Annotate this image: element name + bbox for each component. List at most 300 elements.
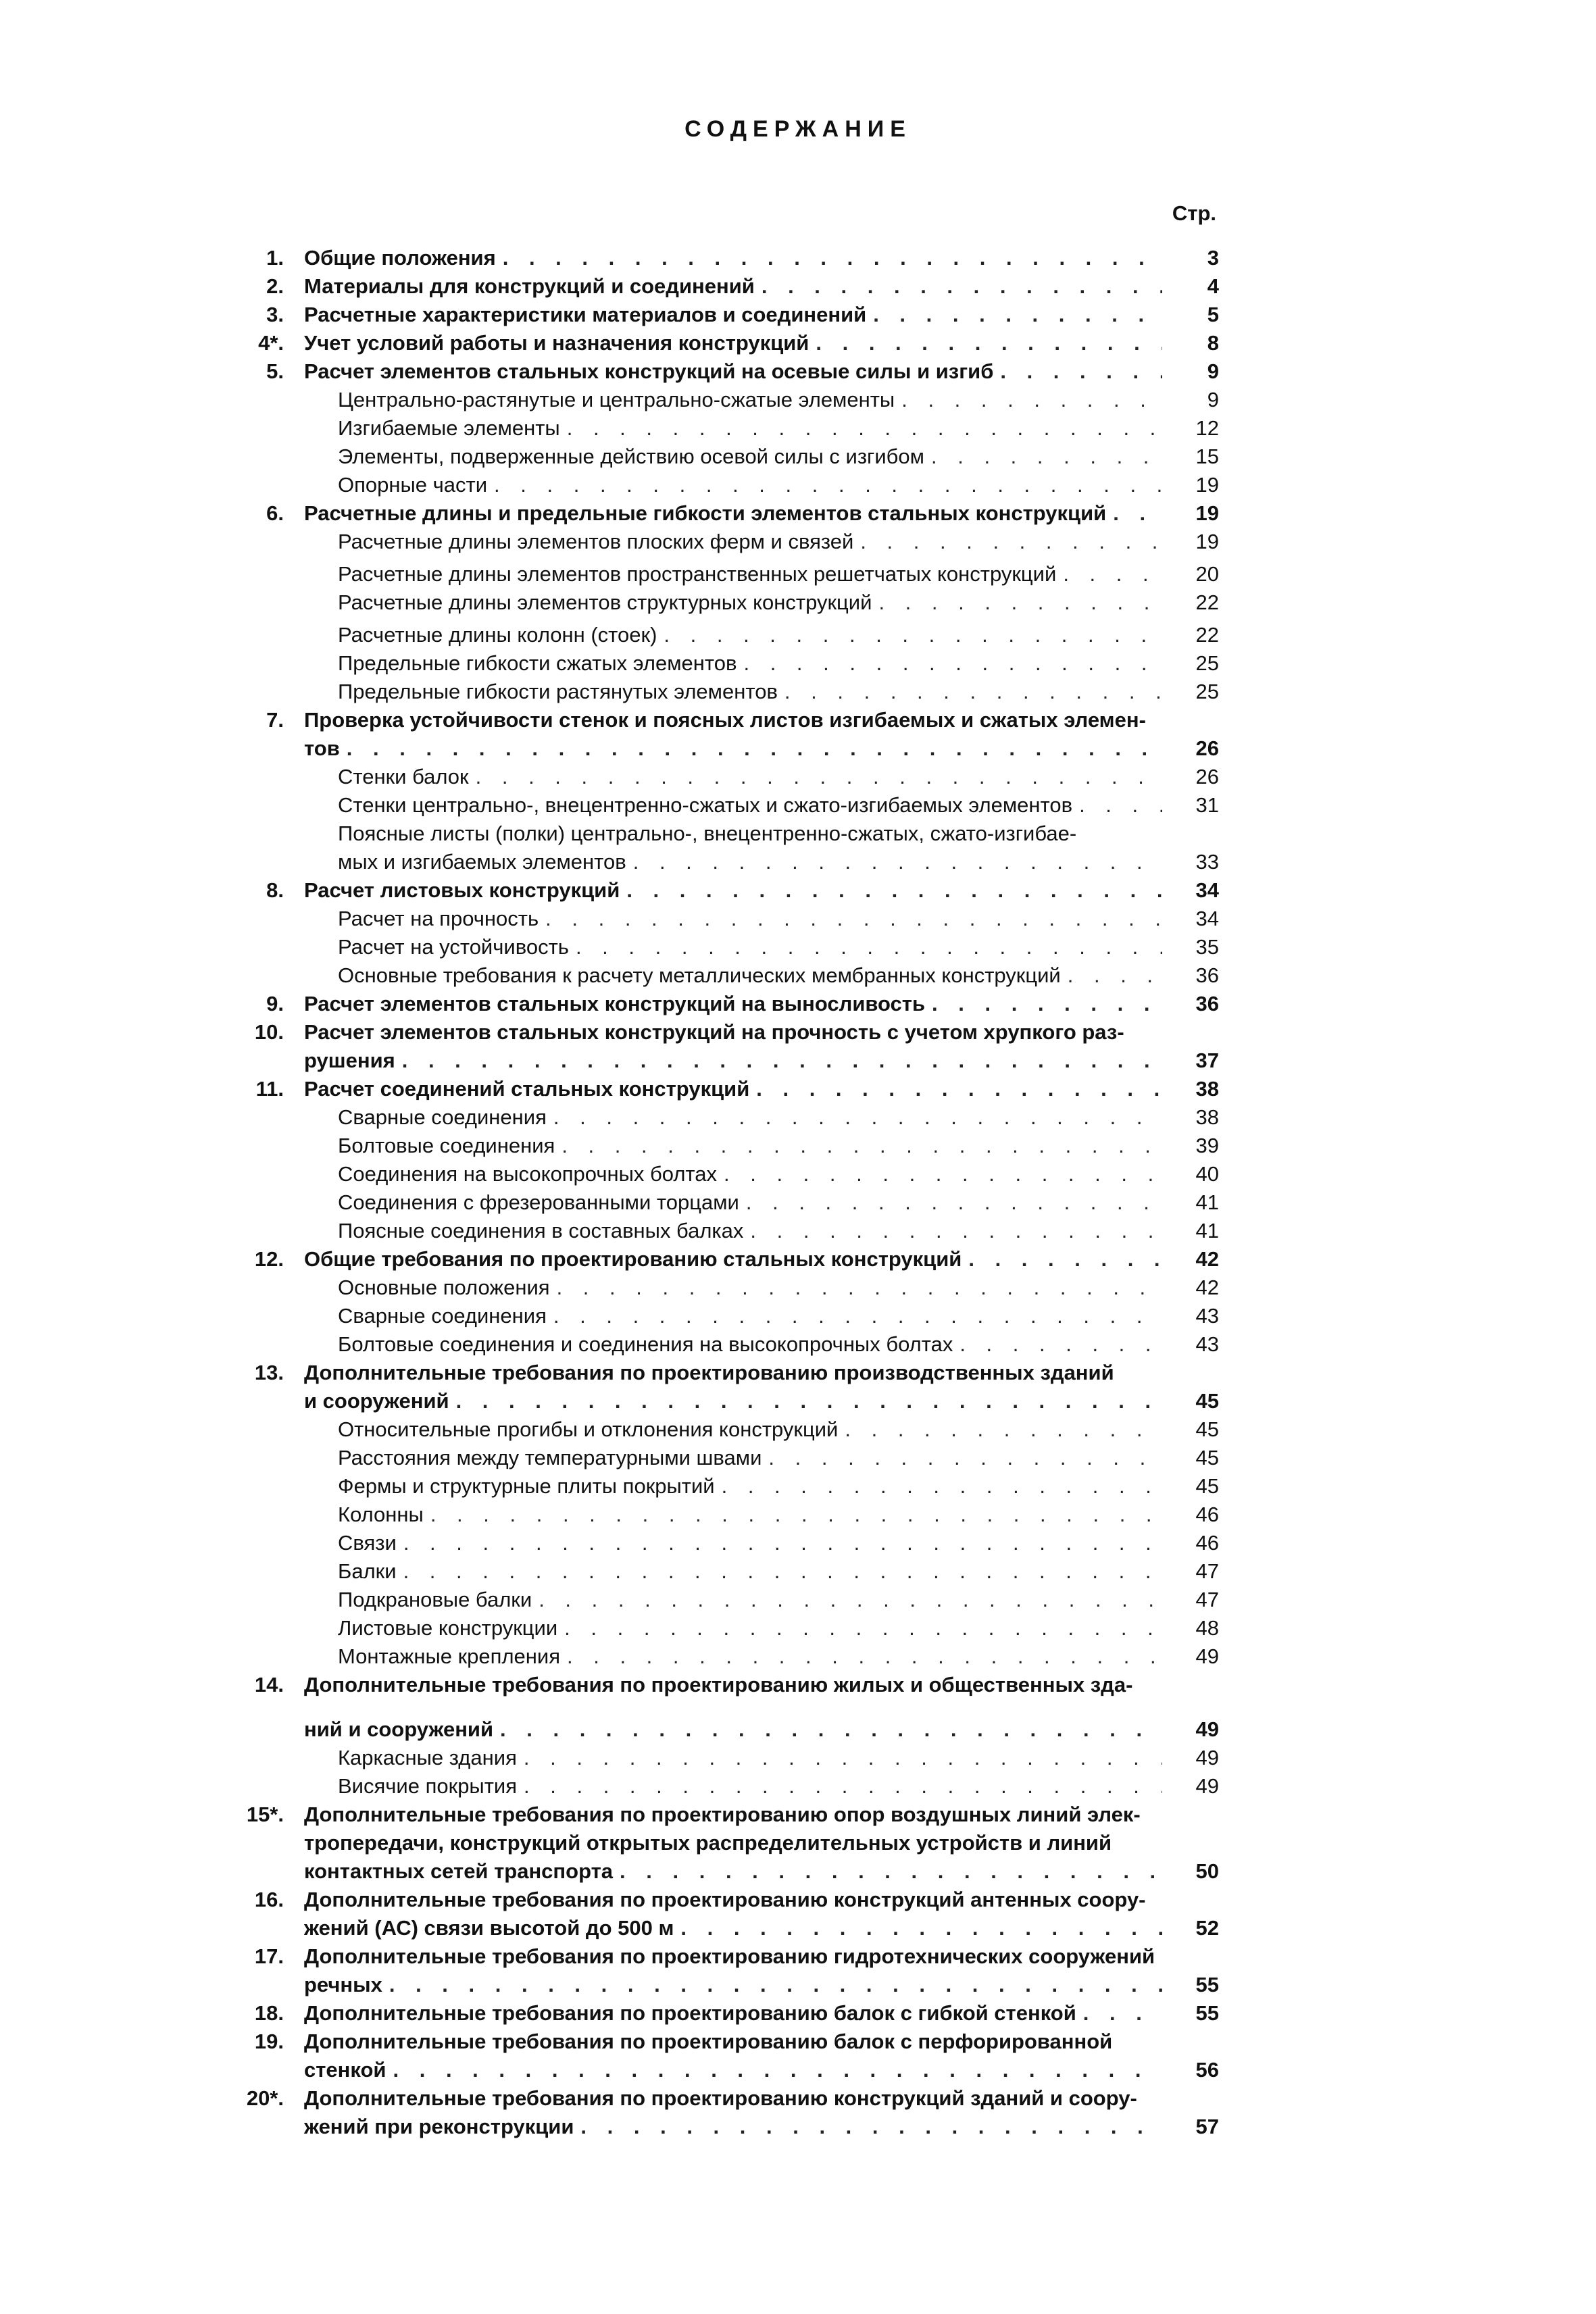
toc-page-number: 22 [1195, 623, 1219, 647]
toc-page-number: 39 [1195, 1134, 1219, 1157]
dot-leader [1000, 357, 1162, 386]
toc-entry-title [304, 1670, 1162, 1700]
toc-page-number: 9 [1207, 359, 1219, 383]
toc-entry-text: Поясные соединения в составных балках [338, 1219, 744, 1242]
dot-leader [620, 1857, 1162, 1886]
dot-leader [626, 876, 1162, 905]
dot-leader [932, 989, 1162, 1019]
toc-section-number: 10. [254, 1020, 284, 1044]
toc-row [0, 413, 1596, 443]
toc-entry-text: Расчетные длины элементов пространственных решетчатых конструкций [338, 562, 1057, 586]
toc-page-number: 40 [1195, 1162, 1219, 1186]
toc-entry-title [338, 1159, 1162, 1189]
toc-page-number: 47 [1195, 1588, 1219, 1611]
toc-entry-title [338, 470, 1162, 500]
toc-row [0, 2112, 1596, 2142]
toc-row [0, 1557, 1596, 1586]
toc-section-number: 15*. [246, 1803, 284, 1826]
dot-leader [402, 1046, 1162, 1076]
dot-leader [746, 1188, 1162, 1217]
toc-entry-text: контактных сетей транспорта [304, 1859, 614, 1883]
toc-page-number: 47 [1195, 1559, 1219, 1583]
toc-entry-title [338, 1103, 1162, 1132]
toc-entry-title [338, 1273, 1162, 1303]
dot-leader [389, 1970, 1162, 2000]
toc-page-number: 36 [1195, 963, 1219, 987]
toc-row [0, 649, 1596, 678]
dot-leader [722, 1472, 1162, 1501]
dot-leader [524, 1743, 1162, 1773]
dot-leader [768, 1443, 1162, 1473]
toc-entry-text: Колонны [338, 1503, 424, 1526]
toc-entry-title [338, 1642, 1162, 1671]
toc-entry-title [304, 272, 1162, 301]
toc-entry-text: Основные требования к расчету металлических мембранных конструкций [338, 963, 1061, 987]
toc-entry-title [304, 300, 1162, 330]
dot-leader [1113, 499, 1162, 528]
toc-entry-title [304, 243, 1162, 273]
toc-row [0, 2027, 1596, 2057]
toc-entry-text: Предельные гибкости растянутых элементов [338, 680, 778, 703]
dot-leader [1068, 961, 1162, 990]
toc-entry-text: жений при реконструкции [304, 2115, 574, 2138]
toc-entry-title [304, 1942, 1162, 1971]
dot-leader [873, 300, 1162, 330]
toc-entry-title [304, 1386, 1162, 1416]
toc-page-number: 26 [1195, 765, 1219, 788]
toc-entry-title [338, 819, 1162, 849]
toc-entry-text: Расчет листовых конструкций [304, 878, 620, 902]
toc-row [0, 932, 1596, 962]
toc-entry-text: мых и изгибаемых элементов [338, 850, 626, 874]
toc-entry-title [304, 357, 1162, 386]
toc-entry-title [304, 1046, 1162, 1076]
toc-page-number: 3 [1207, 246, 1219, 270]
toc-row [0, 1330, 1596, 1359]
toc-entry-title [338, 1743, 1162, 1773]
toc-page-number: 8 [1207, 331, 1219, 355]
toc-row [0, 762, 1596, 792]
toc-entry-title [304, 2084, 1162, 2113]
dot-leader [576, 932, 1162, 962]
dot-leader [664, 620, 1162, 650]
toc-row [0, 385, 1596, 415]
toc-page-number: 49 [1195, 1644, 1219, 1668]
toc-row [0, 1443, 1596, 1473]
toc-entry-text: Дополнительные требования по проектированию балок с гибкой стенкой [304, 2001, 1076, 2025]
toc-entry-title [304, 876, 1162, 905]
toc-entry-title [338, 904, 1162, 934]
toc-entry-text: Расчет соединений стальных конструкций [304, 1077, 750, 1101]
toc-entry-text: Элементы, подверженные действию осевой силы с изгибом [338, 445, 924, 468]
toc-page-number: 25 [1195, 651, 1219, 675]
toc-page-number: 49 [1195, 1746, 1219, 1769]
toc-entry-text: Листовые конструкции [338, 1616, 558, 1640]
dot-leader [816, 328, 1162, 358]
toc-entry-title [338, 1528, 1162, 1558]
toc-entry-title [304, 1913, 1162, 1943]
toc-entry-text: Дополнительные требования по проектированию конструкций антенных соору- [304, 1888, 1146, 1911]
toc-page-number: 55 [1195, 1973, 1219, 1996]
toc-page-number: 31 [1195, 793, 1219, 817]
toc-section-number: 4*. [258, 331, 284, 355]
toc-entry-title [338, 790, 1162, 820]
dot-leader [430, 1500, 1162, 1530]
toc-page-number: 45 [1195, 1417, 1219, 1441]
toc-row [0, 620, 1596, 650]
toc-entry-title [338, 762, 1162, 792]
toc-row [0, 1800, 1596, 1830]
toc-entry-text: Относительные прогибы и отклонения конструкций [338, 1417, 839, 1441]
toc-entry-title [338, 1472, 1162, 1501]
dot-leader [756, 1074, 1162, 1104]
toc-entry-text: Стенки балок [338, 765, 469, 788]
toc-page-number: 43 [1195, 1304, 1219, 1328]
toc-row [0, 705, 1596, 735]
toc-entry-title [338, 527, 1162, 557]
toc-entry-text: Изгибаемые элементы [338, 416, 560, 440]
toc-entry-text: стенкой [304, 2058, 386, 2082]
toc-row [0, 1942, 1596, 1971]
toc-entry-text: и сооружений [304, 1389, 449, 1413]
toc-entry-text: Расчет элементов стальных конструкций на прочность с учетом хрупкого раз- [304, 1020, 1124, 1044]
dot-leader [500, 1715, 1162, 1744]
toc-page-number: 41 [1195, 1219, 1219, 1242]
toc-entry-text: речных [304, 1973, 382, 1996]
toc-row [0, 819, 1596, 849]
dot-leader [494, 470, 1162, 500]
dot-leader [553, 1103, 1162, 1132]
toc-section-number: 14. [254, 1673, 284, 1696]
toc-page-number: 36 [1195, 992, 1219, 1015]
dot-leader [1083, 1998, 1162, 2028]
toc-page-number: 45 [1195, 1474, 1219, 1498]
toc-entry-text: Расчет элементов стальных конструкций на выносливость [304, 992, 926, 1015]
dot-leader [931, 442, 1162, 472]
toc-row [0, 588, 1596, 618]
toc-row [0, 1585, 1596, 1615]
toc-page-number: 5 [1207, 303, 1219, 326]
toc-entry-text: Сварные соединения [338, 1105, 547, 1129]
toc-row [0, 1103, 1596, 1132]
toc-section-number: 17. [254, 1944, 284, 1968]
toc-row [0, 1715, 1596, 1744]
toc-page-number: 49 [1195, 1717, 1219, 1741]
toc-page-number: 25 [1195, 680, 1219, 703]
toc-entry-text: Предельные гибкости сжатых элементов [338, 651, 737, 675]
toc-row [0, 1670, 1596, 1700]
toc-section-number: 13. [254, 1361, 284, 1384]
toc-row [0, 1159, 1596, 1189]
toc-entry-text: Дополнительные требования по проектированию конструкций зданий и соору- [304, 2086, 1137, 2110]
toc-row [0, 357, 1596, 386]
toc-entry-text: Балки [338, 1559, 397, 1583]
toc-entry-text: Сварные соединения [338, 1304, 547, 1328]
dot-leader [567, 1642, 1162, 1671]
toc-entry-title [338, 385, 1162, 415]
toc-entry-title [338, 1415, 1162, 1444]
toc-page-number: 50 [1195, 1859, 1219, 1883]
toc-entry-title [338, 588, 1162, 618]
page-title: СОДЕРЖАНИЕ [684, 116, 912, 142]
toc-row [0, 1528, 1596, 1558]
toc-row [0, 328, 1596, 358]
dot-leader [503, 243, 1162, 273]
toc-row [0, 1998, 1596, 2028]
dot-leader [968, 1244, 1162, 1274]
toc-page-number: 26 [1195, 736, 1219, 760]
toc-entry-title [338, 847, 1162, 877]
toc-row [0, 1743, 1596, 1773]
toc-entry-title [304, 705, 1162, 735]
dot-leader [959, 1330, 1162, 1359]
toc-entry-text: Расчетные характеристики материалов и соединений [304, 303, 867, 326]
dot-leader [539, 1585, 1162, 1615]
toc-entry-text: жений (АС) связи высотой до 500 м [304, 1916, 674, 1940]
toc-row [0, 1857, 1596, 1886]
toc-entry-title [304, 2027, 1162, 2057]
toc-page-number: 42 [1195, 1276, 1219, 1299]
toc-entry-title [304, 2055, 1162, 2085]
toc-row [0, 904, 1596, 934]
toc-entry-text: рушения [304, 1049, 395, 1072]
toc-page-number: 45 [1195, 1446, 1219, 1469]
toc-entry-title [338, 1131, 1162, 1161]
toc-entry-text: Опорные части [338, 473, 488, 497]
toc-row [0, 1415, 1596, 1444]
toc-entry-title [338, 932, 1162, 962]
toc-page-number: 12 [1195, 416, 1219, 440]
dot-leader [524, 1771, 1162, 1801]
toc-entry-text: Центрально-растянутые и центрально-сжатые элементы [338, 388, 895, 411]
toc-page-number: 38 [1195, 1105, 1219, 1129]
toc-entry-text: Болтовые соединения и соединения на высокопрочных болтах [338, 1332, 953, 1356]
toc-row [0, 1273, 1596, 1303]
toc-entry-text: Расчетные длины элементов плоских ферм и связей [338, 530, 854, 553]
toc-entry-title [338, 649, 1162, 678]
toc-row [0, 876, 1596, 905]
toc-row [0, 1970, 1596, 2000]
toc-entry-text: Связи [338, 1531, 397, 1555]
toc-row [0, 559, 1596, 589]
toc-entry-title [304, 1715, 1162, 1744]
toc-row [0, 499, 1596, 528]
toc-entry-title [338, 1216, 1162, 1246]
toc-entry-title [338, 1585, 1162, 1615]
toc-entry-title [338, 677, 1162, 707]
toc-entry-title [304, 1017, 1162, 1047]
toc-entry-title [338, 1771, 1162, 1801]
dot-leader [545, 904, 1162, 934]
toc-row [0, 243, 1596, 273]
dot-leader [633, 847, 1162, 877]
toc-page-number: 42 [1195, 1247, 1219, 1271]
toc-row [0, 1828, 1596, 1858]
dot-leader [476, 762, 1162, 792]
toc-entry-text: Расчет на прочность [338, 907, 539, 930]
toc-entry-text: Основные положения [338, 1276, 550, 1299]
toc-page-number: 33 [1195, 850, 1219, 874]
toc-entry-text: Дополнительные требования по проектированию гидротехнических сооружений [304, 1944, 1155, 1968]
dot-leader [901, 385, 1162, 415]
toc-entry-text: Висячие покрытия [338, 1774, 518, 1798]
toc-row [0, 470, 1596, 500]
toc-entry-title [338, 1557, 1162, 1586]
toc-row [0, 1885, 1596, 1915]
toc-row [0, 847, 1596, 877]
toc-entry-text: Расчетные длины и предельные гибкости элементов стальных конструкций [304, 501, 1107, 525]
toc-entry-title [338, 961, 1162, 990]
toc-entry-text: тропередачи, конструкций открытых распределительных устройств и линий [304, 1831, 1112, 1855]
toc-entry-text: тов [304, 736, 340, 760]
toc-entry-title [304, 1828, 1162, 1858]
toc-entry-text: Болтовые соединения [338, 1134, 555, 1157]
toc-entry-text: Расчет элементов стальных конструкций на осевые силы и изгиб [304, 359, 994, 383]
toc-page-number: 41 [1195, 1190, 1219, 1214]
toc-row [0, 1613, 1596, 1643]
toc-entry-title [338, 559, 1162, 589]
toc-entry-text: Дополнительные требования по проектированию опор воздушных линий элек- [304, 1803, 1141, 1826]
toc-entry-title [304, 1244, 1162, 1274]
toc-entry-title [304, 1074, 1162, 1104]
toc-entry-title [304, 328, 1162, 358]
toc-page-number: 15 [1195, 445, 1219, 468]
toc-page-number: 4 [1207, 274, 1219, 298]
toc-page-number: 19 [1195, 501, 1219, 525]
toc-page-number: 52 [1195, 1916, 1219, 1940]
toc-entry-title [304, 1358, 1162, 1388]
toc-entry-title [338, 1330, 1162, 1359]
toc-section-number: 5. [266, 359, 284, 383]
toc-page-number: 46 [1195, 1531, 1219, 1555]
toc-section-number: 18. [254, 2001, 284, 2025]
toc-entry-text: Монтажные крепления [338, 1644, 560, 1668]
toc-entry-text: Соединения на высокопрочных болтах [338, 1162, 717, 1186]
dot-leader [1079, 790, 1162, 820]
toc-entry-text: Расчетные длины элементов структурных конструкций [338, 590, 872, 614]
toc-entry-text: Поясные листы (полки) центрально-, внецентренно-сжатых, сжато-изгибае- [338, 822, 1077, 845]
dot-leader [762, 272, 1162, 301]
dot-leader [456, 1386, 1162, 1416]
toc-row [0, 1074, 1596, 1104]
toc-section-number: 2. [266, 274, 284, 298]
toc-section-number: 3. [266, 303, 284, 326]
toc-entry-title [338, 1500, 1162, 1530]
toc-entry-title [338, 620, 1162, 650]
toc-entry-title [304, 1857, 1162, 1886]
toc-entry-title [338, 1188, 1162, 1217]
toc-page-number: 55 [1195, 2001, 1219, 2025]
toc-section-number: 11. [255, 1077, 284, 1101]
toc-page-number: 49 [1195, 1774, 1219, 1798]
toc-page-number: 9 [1207, 388, 1219, 411]
toc-entry-title [338, 413, 1162, 443]
toc-section-number: 12. [254, 1247, 284, 1271]
toc-entry-text: Дополнительные требования по проектированию производственных зданий [304, 1361, 1114, 1384]
toc-row [0, 989, 1596, 1019]
toc-row [0, 1188, 1596, 1217]
toc-section-number: 19. [254, 2030, 284, 2053]
toc-row [0, 1913, 1596, 1943]
dot-leader [860, 527, 1162, 557]
toc-page-number: 56 [1195, 2058, 1219, 2082]
dot-leader [393, 2055, 1163, 2085]
toc-page-number: 38 [1195, 1077, 1219, 1101]
toc-entry-text: Дополнительные требования по проектированию балок с перфорированной [304, 2030, 1113, 2053]
toc-section-number: 6. [266, 501, 284, 525]
dot-leader [553, 1301, 1162, 1331]
toc-row [0, 1131, 1596, 1161]
toc-entry-text: Расчет на устойчивость [338, 935, 569, 959]
toc-section-number: 16. [254, 1888, 284, 1911]
toc-row [0, 442, 1596, 472]
toc-row [0, 734, 1596, 763]
dot-leader [724, 1159, 1162, 1189]
toc-entry-title [338, 442, 1162, 472]
toc-entry-title [304, 989, 1162, 1019]
toc-entry-title [338, 1613, 1162, 1643]
toc-entry-title [304, 1970, 1162, 2000]
toc-row [0, 272, 1596, 301]
toc-entry-text: Расстояния между температурными швами [338, 1446, 762, 1469]
toc-entry-text: Проверка устойчивости стенок и поясных листов изгибаемых и сжатых элемен- [304, 708, 1146, 732]
toc-row [0, 1472, 1596, 1501]
dot-leader [680, 1913, 1162, 1943]
toc-row [0, 1216, 1596, 1246]
dot-leader [750, 1216, 1162, 1246]
toc-entry-title [338, 1301, 1162, 1331]
toc-section-number: 8. [266, 878, 284, 902]
toc-row [0, 1386, 1596, 1416]
toc-entry-text: Подкрановые балки [338, 1588, 532, 1611]
toc-row [0, 1244, 1596, 1274]
toc-section-number: 1. [266, 246, 284, 270]
toc-row [0, 677, 1596, 707]
toc-entry-text: Стенки центрально-, внецентренно-сжатых и сжато-изгибаемых элементов [338, 793, 1073, 817]
toc-entry-title [304, 1998, 1162, 2028]
toc-page-number: 34 [1195, 878, 1219, 902]
toc-entry-text: Учет условий работы и назначения конструкций [304, 331, 809, 355]
toc-row [0, 2084, 1596, 2113]
dot-leader [845, 1415, 1162, 1444]
dot-leader [878, 588, 1162, 618]
toc-row [0, 961, 1596, 990]
toc-row [0, 1017, 1596, 1047]
toc-entry-text: Материалы для конструкций и соединений [304, 274, 755, 298]
toc-row [0, 2055, 1596, 2085]
toc-row [0, 790, 1596, 820]
toc-section-number: 20*. [246, 2086, 284, 2110]
toc-section-number: 7. [266, 708, 284, 732]
page-column-header: Стр. [1172, 201, 1216, 225]
toc-entry-text: ний и сооружений [304, 1717, 494, 1741]
toc-entry-title [304, 1800, 1162, 1830]
toc-page-number: 48 [1195, 1616, 1219, 1640]
toc-row [0, 1771, 1596, 1801]
toc-page-number: 19 [1195, 530, 1219, 553]
toc-row [0, 1301, 1596, 1331]
toc-page-number: 34 [1195, 907, 1219, 930]
dot-leader [562, 1131, 1162, 1161]
toc-page-number: 45 [1195, 1389, 1219, 1413]
dot-leader [403, 1528, 1162, 1558]
toc-row [0, 1642, 1596, 1671]
dot-leader [784, 677, 1162, 707]
toc-entry-title [304, 734, 1162, 763]
toc-entry-title [338, 1443, 1162, 1473]
toc-row [0, 1046, 1596, 1076]
toc-entry-text: Дополнительные требования по проектированию жилых и общественных зда- [304, 1673, 1133, 1696]
